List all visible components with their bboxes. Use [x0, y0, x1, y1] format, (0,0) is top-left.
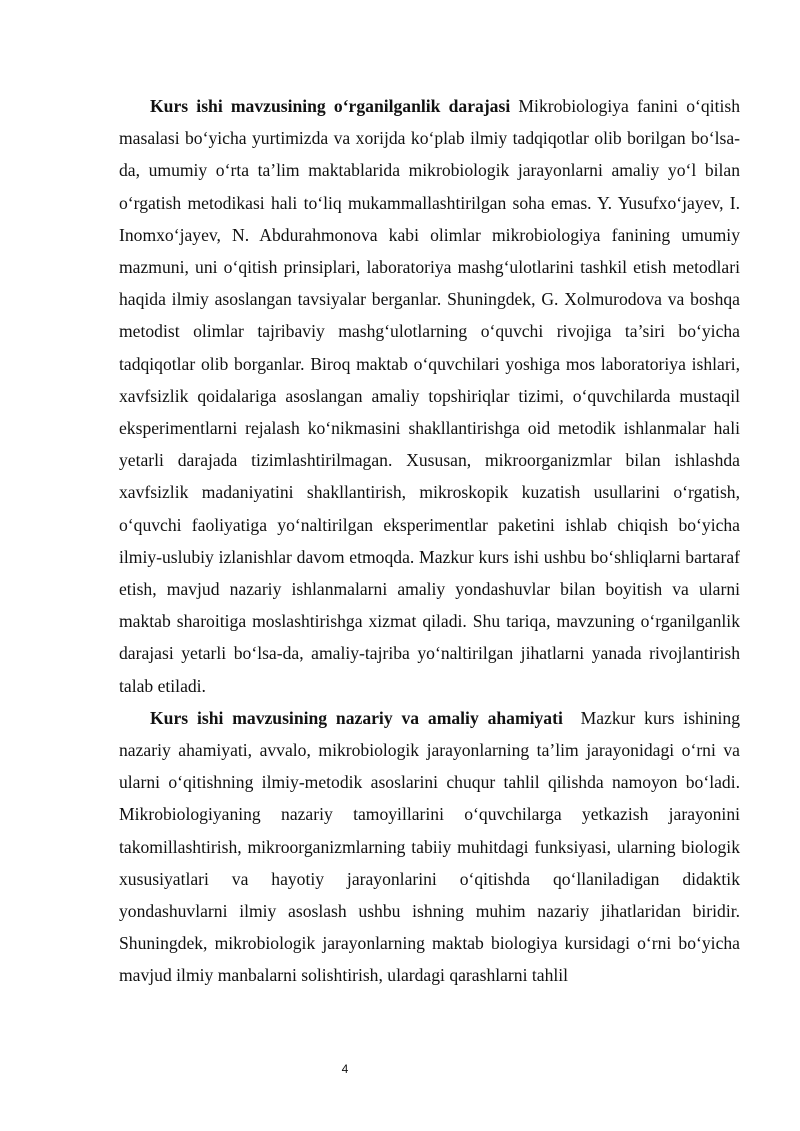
paragraph-study-level — [119, 90, 740, 702]
paragraph-heading-significance: Kurs ishi mavzusining nazariy va amaliy ahamiyati — [150, 707, 563, 728]
paragraph-significance — [119, 702, 740, 992]
document-body — [119, 90, 740, 992]
paragraph-text-study-level: Mikrobiologiya fanini o‘qitish masalasi bo‘yicha yurtimizda va xorijda ko‘plab ilmiy tadqiqotlar olib borilgan bo‘lsa-da, umumiy o‘rta ta’lim maktablarida mikrobiologik jarayonlarni amaliy yo‘l bilan o‘rgatish metodikasi hali to‘liq mukammallashtirilgan soha emas. Y. Yusufxo‘jayev, I. Inomxo‘jayev, N. Abdurahmonova kabi olimlar mikrobiologiya fanining umumiy mazmuni, uni o‘qitish prinsiplari, laboratoriya mashg‘ulotlarini tashkil etish metodlari haqida ilmiy asoslangan tavsiyalar berganlar. Shuningdek, G. Xolmurodova va boshqa metodist olimlar tajribaviy mashg‘ulotlarning o‘quvchi rivojiga ta’siri bo‘yicha tadqiqotlar olib borganlar. Biroq maktab o‘quvchilari yoshiga mos laboratoriya ishlari, xavfsizlik qoidalariga asoslangan amaliy topshiriqlar tizimi, o‘quvchilarda mustaqil eksperimentlarni rejalash ko‘nikmasini shakllantirishga oid metodik ishlanmalar hali yetarli darajada tizimlashtirilmagan. Xususan, mikroorganizmlar bilan ishlashda xavfsizlik madaniyatini shakllantirish, mikroskopik kuzatish usullarini o‘rgatish, o‘quvchi faoliyatiga yo‘naltirilgan eksperimentlar paketini ishlab chiqish bo‘yicha ilmiy-uslubiy izlanishlar davom etmoqda. Mazkur kurs ishi ushbu bo‘shliqlarni bartaraf etish, mavjud nazariy ishlanmalarni amaliy yondashuvlar bilan boyitish va ularni maktab sharoitiga moslashtirishga xizmat qiladi. Shu tariqa, mavzuning o‘rganilganlik darajasi yetarli bo‘lsa-da, amaliy-tajriba yo‘naltirilgan jihatlarni yanada rivojlantirish talab etiladi. — [119, 96, 740, 696]
paragraph-text-significance: Mazkur kurs ishining nazariy ahamiyati, avvalo, mikrobiologik jarayonlarning ta’lim jarayonidagi o‘rni va ularni o‘qitishning ilmiy-metodik asoslarini chuqur tahlil qilishda namoyon bo‘ladi. Mikrobiologiyaning nazariy tamoyillarini o‘quvchilarga yetkazish jarayonini takomillashtirish, mikroorganizmlarning tabiiy muhitdagi funksiyasi, ularning biologik xususiyatlari va hayotiy jarayonlarini o‘qitishda qo‘llaniladigan didaktik yondashuvlarni ilmiy asoslash ushbu ishning muhim nazariy jihatlaridan biridir. Shuningdek, mikrobiologik jarayonlarning maktab biologiya kursidagi o‘rni bo‘yicha mavjud ilmiy manbalarni solishtirish, ulardagi qarashlarni tahlil — [119, 707, 740, 986]
page-number: 4 — [341, 1062, 349, 1076]
paragraph-heading-study-level: Kurs ishi mavzusining o‘rganilganlik darajasi — [150, 96, 511, 116]
